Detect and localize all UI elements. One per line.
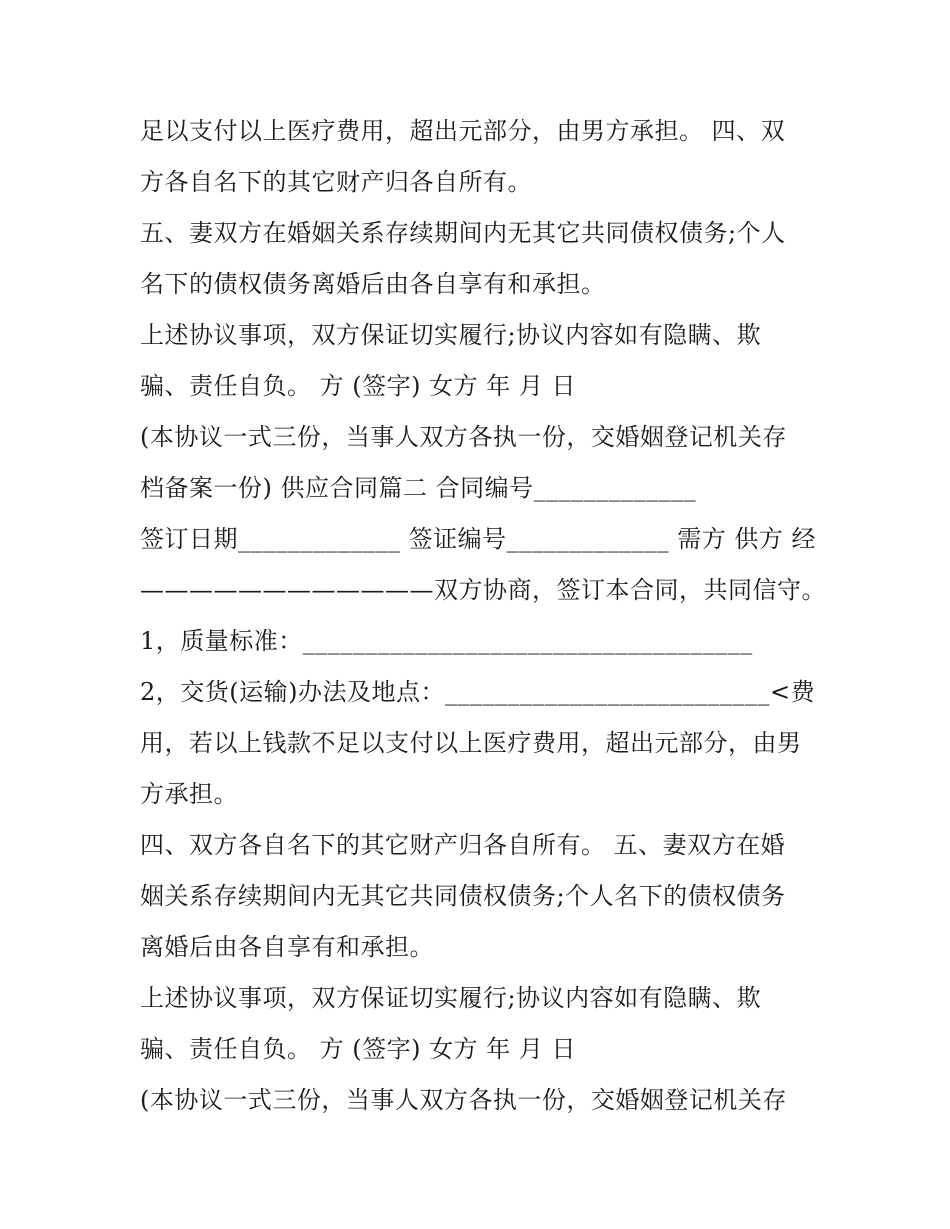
text-line: 四、双方各自名下的其它财产归各自所有。 五、妻双方在婚 xyxy=(140,831,786,859)
text-line: 骗、责任自负。 方 (签字) 女方 年 月 日 xyxy=(140,1035,576,1063)
text-line: (本协议一式三份，当事人双方各执一份，交婚姻登记机关存 xyxy=(140,1086,787,1114)
text-line: 方各自名下的其它财产归各自所有。 xyxy=(140,168,532,196)
text-line: 名下的债权债务离婚后由各自享有和承担。 xyxy=(140,270,606,298)
text-line: ————————————双方协商，签订本合同，共同信守。 xyxy=(140,576,826,604)
text-line: 骗、责任自负。 方 (签字) 女方 年 月 日 xyxy=(140,372,576,400)
text-line: (本协议一式三份，当事人双方各执一份，交婚姻登记机关存 xyxy=(140,423,787,451)
text-line: 姻关系存续期间内无其它共同债权债务;个人名下的债权债务 xyxy=(140,882,786,910)
text-line: 上述协议事项，双方保证切实履行;协议内容如有隐瞒、欺 xyxy=(140,321,762,349)
text-line: 1，质量标准：____________________________________ xyxy=(140,627,753,655)
document-body xyxy=(140,106,830,1126)
text-line: 足以支付以上医疗费用，超出元部分，由男方承担。 四、双 xyxy=(140,117,786,145)
text-line: 用，若以上钱款不足以支付以上医疗费用，超出元部分，由男 xyxy=(140,729,802,757)
text-line: 签订日期_____________ 签证编号_____________ 需方 供方 经 xyxy=(140,525,817,553)
text-line: 上述协议事项，双方保证切实履行;协议内容如有隐瞒、欺 xyxy=(140,984,762,1012)
text-line: 2，交货(运输)办法及地点：__________________________<费 xyxy=(140,678,816,706)
text-line: 方承担。 xyxy=(140,780,238,808)
text-line: 档备案一份) 供应合同篇二 合同编号_____________ xyxy=(140,474,697,502)
text-line: 离婚后由各自享有和承担。 xyxy=(140,933,434,961)
text-line: 五、妻双方在婚姻关系存续期间内无其它共同债权债务;个人 xyxy=(140,219,786,247)
